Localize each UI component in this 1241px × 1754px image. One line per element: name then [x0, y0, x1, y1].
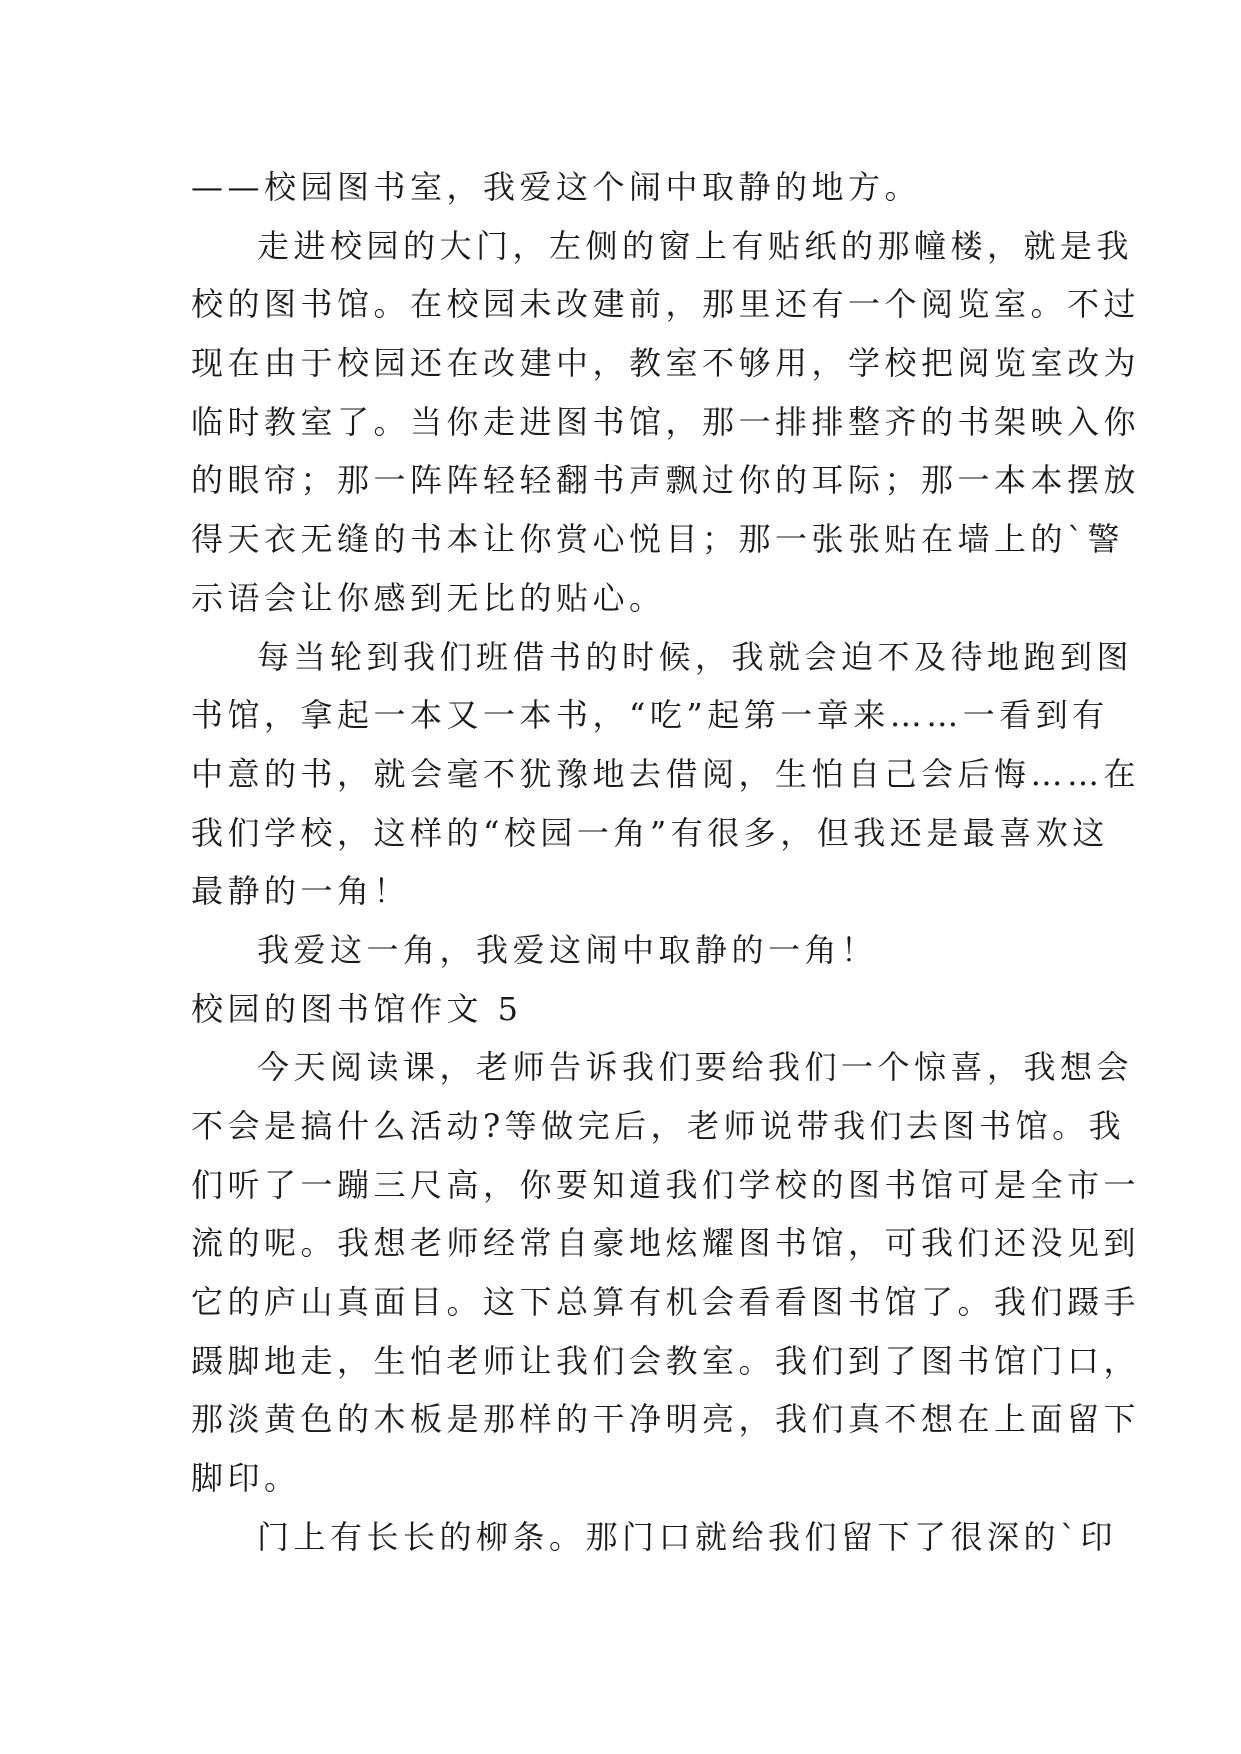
text-line: ——校园图书室，我爱这个闹中取静的地方。 — [191, 168, 922, 206]
text-line: 我爱这一角，我爱这闹中取静的一角！ — [257, 930, 878, 969]
text-line: 的眼帘；那一阵阵轻轻翻书声飘过你的耳际；那一本本摆放 — [191, 461, 1141, 500]
text-line: 得天衣无缝的书本让你赏心悦目；那一张张贴在墙上的`警 — [191, 520, 1125, 559]
text-line: 校的图书馆。在校园未改建前，那里还有一个阅览室。不过 — [191, 285, 1141, 324]
essay-text — [191, 158, 1141, 1567]
text-line: 书馆，拿起一本又一本书，“吃”起第一章来……一看到有 — [191, 696, 1109, 735]
text-line: 流的呢。我想老师经常自豪地炫耀图书馆，可我们还没见到 — [191, 1224, 1141, 1263]
text-line: 们听了一蹦三尺高，你要知道我们学校的图书馆可是全市一 — [191, 1165, 1141, 1204]
text-line: 最静的一角！ — [191, 872, 411, 911]
text-line: 中意的书，就会毫不犹豫地去借阅，生怕自己会后悔……在 — [191, 754, 1141, 793]
text-line: 那淡黄色的木板是那样的干净明亮，我们真不想在上面留下 — [191, 1400, 1141, 1439]
text-line: 现在由于校园还在改建中，教室不够用，学校把阅览室改为 — [191, 344, 1141, 383]
section-heading: 校园的图书馆作文 5 — [191, 989, 523, 1028]
text-line: 不会是搞什么活动?等做完后，老师说带我们去图书馆。我 — [191, 1107, 1126, 1145]
text-line: 每当轮到我们班借书的时候，我就会迫不及待地跑到图 — [257, 637, 1134, 676]
text-line: 蹑脚地走，生怕老师让我们会教室。我们到了图书馆门口， — [191, 1341, 1141, 1380]
text-line: 今天阅读课，老师告诉我们要给我们一个惊喜，我想会 — [257, 1048, 1134, 1087]
text-line: 我们学校，这样的“校园一角”有很多，但我还是最喜欢这 — [191, 813, 1109, 852]
text-line: 走进校园的大门，左侧的窗上有贴纸的那幢楼，就是我 — [257, 226, 1134, 265]
text-line: 门上有长长的柳条。那门口就给我们留下了很深的`印 — [257, 1517, 1118, 1556]
text-line: 示语会让你感到无比的贴心。 — [191, 578, 666, 617]
text-line: 它的庐山真面目。这下总算有机会看看图书馆了。我们蹑手 — [191, 1283, 1141, 1322]
text-line: 临时教室了。当你走进图书馆，那一排排整齐的书架映入你 — [191, 402, 1141, 441]
text-line: 脚印。 — [191, 1459, 301, 1498]
